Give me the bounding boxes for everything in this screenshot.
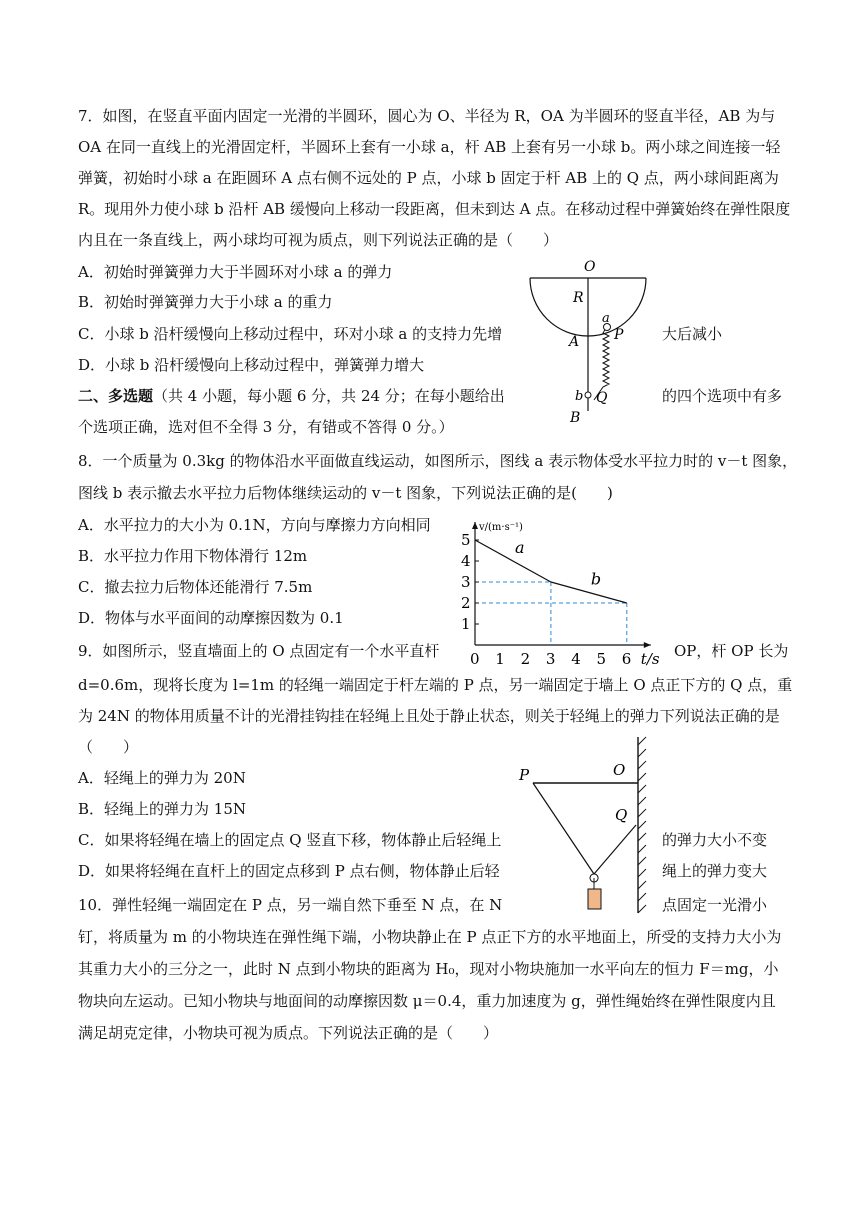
label-b: b <box>575 389 584 404</box>
chart-ticks <box>461 531 631 668</box>
q9-option-c[interactable]: C．如果将轻绳在墙上的固定点 Q 竖直下移，物体静止后轻绳上 <box>78 831 502 849</box>
x-axis-arrow <box>644 642 651 648</box>
label-P: P <box>614 327 624 343</box>
chart-guides <box>475 582 627 645</box>
q7-stem-line: 7．如图，在竖直平面内固定一光滑的半圆环，圆心为 O、半径为 R，OA 为半圆环的竖直半径，AB 为与 <box>78 107 776 125</box>
q10-stem-tail: 点固定一光滑小 <box>662 896 768 914</box>
y-tick-label: 3 <box>461 573 471 591</box>
x-axis-label: t/s <box>640 650 660 668</box>
q8-vt-chart <box>452 508 667 670</box>
series-line-a <box>475 540 551 582</box>
q7-stem-line: R。现用外力使小球 b 沿杆 AB 缓慢向上移动一段距离，但未到达 A 点。在移动过程中弹簧始终在弹性限度 <box>78 200 791 218</box>
label-R: R <box>573 290 584 306</box>
q9-stem-line: 为 24N 的物体用质量不计的光滑挂钩挂在轻绳上且处于静止状态，则关于轻绳上的弹力下列说法正确的是 <box>78 707 780 725</box>
y-tick-label: 4 <box>461 552 471 570</box>
q8-stem-line: 8．一个质量为 0.3kg 的物体沿水平面做直线运动，如图所示，图线 a 表示物体受水平拉力时的 v－t 图象， <box>78 452 798 470</box>
q7-option-b[interactable]: B．初始时弹簧弹力大于小球 a 的重力 <box>78 293 333 311</box>
x-tick-label: 2 <box>520 650 531 668</box>
q7-stem-line: 弹簧，初始时小球 a 在距圆环 A 点右侧不远处的 P 点，小球 b 固定于杆 AB 上的 Q 点，两小球间距离为 <box>78 169 779 187</box>
series-line-b <box>551 582 627 603</box>
label-B: B <box>570 410 581 426</box>
section-2-heading <box>78 385 505 407</box>
q8-stem-line: 图线 b 表示撤去水平拉力后物体继续运动的 v－t 图象，下列说法正确的是( ) <box>78 484 613 502</box>
series-label-a: a <box>514 538 525 557</box>
q9-stem-line: 9．如图所示，竖直墙面上的 O 点固定有一个水平直杆 <box>78 642 440 660</box>
y-tick-label: 1 <box>461 615 471 633</box>
q10-stem-line: 其重力大小的三分之一，此时 N 点到小物块的距离为 H₀，现对小物块施加一水平向左的恒力 F＝mg，小 <box>78 960 779 978</box>
y-tick-label: 5 <box>461 531 471 549</box>
q9-stem-tail: OP，杆 OP 长为 <box>674 642 789 660</box>
q7-option-c-tail: 大后减小 <box>662 325 723 343</box>
q8-option-c[interactable]: C．撤去拉力后物体还能滑行 7.5m <box>78 578 313 596</box>
q8-option-b[interactable]: B．水平拉力作用下物体滑行 12m <box>78 547 308 565</box>
q7-semicircle-figure <box>520 256 660 426</box>
q10-stem-line: 10．弹性轻绳一端固定在 P 点，另一端自然下垂至 N 点，在 N <box>78 896 503 914</box>
x-tick-label: 6 <box>621 650 632 668</box>
y-tick-label: 2 <box>461 594 471 612</box>
q9-option-d-tail: 绳上的弹力变大 <box>662 862 768 880</box>
q9-option-a[interactable]: A．轻绳上的弹力为 20N <box>78 769 246 787</box>
x-tick-label: 1 <box>495 650 505 668</box>
q7-option-d[interactable]: D．小球 b 沿杆缓慢向上移动过程中，弹簧弹力增大 <box>78 356 425 374</box>
q10-stem-line: 物块向左运动。已知小物块与地面间的动摩擦因数 μ＝0.4，重力加速度为 g，弹性绳始终在弹性限度内且 <box>78 992 776 1010</box>
y-axis-arrow <box>472 522 478 529</box>
q10-stem-line: 钉，将质量为 m 的小物块连在弹性绳下端，小物块静止在 P 点正下方的水平地面上，所受的支持力大小为 <box>78 928 782 946</box>
q10-stem-line: 满足胡克定律，小物块可视为质点。下列说法正确的是（ ） <box>78 1024 499 1042</box>
q8-option-a[interactable]: A．水平拉力的大小为 0.1N，方向与摩擦力方向相同 <box>78 516 431 534</box>
q9-stem-line: d=0.6m，现将长度为 l=1m 的轻绳一端固定于杆左端的 P 点，另一端固定于墙上 O 点正下方的 Q 点，重 <box>78 676 793 694</box>
q7-option-a[interactable]: A．初始时弹簧弹力大于半圆环对小球 a 的弹力 <box>78 263 393 281</box>
q8-option-d[interactable]: D．物体与水平面间的动摩擦因数为 0.1 <box>78 609 344 627</box>
label-Q: Q <box>596 390 608 406</box>
section-2-desc-line2: 个选项正确，选对但不全得 3 分，有错或不答得 0 分。） <box>78 418 454 436</box>
q9-option-b[interactable]: B．轻绳上的弹力为 15N <box>78 800 247 818</box>
q7-option-c[interactable]: C．小球 b 沿杆缓慢向上移动过程中，环对小球 a 的支持力先增 <box>78 325 503 343</box>
label-O: O <box>584 259 596 275</box>
chart-series <box>475 538 627 603</box>
x-tick-label: 0 <box>470 650 480 668</box>
q7-stem-line: OA 在同一直线上的光滑固定杆，半圆环上套有一小球 a，杆 AB 上套有另一小球 b。两小球之间连接一轻 <box>78 138 781 156</box>
section-2-title: 二、多选题 <box>78 387 154 405</box>
label-O: O <box>613 761 626 779</box>
x-tick-label: 4 <box>571 650 581 668</box>
q7-stem-line: 内且在一条直线上，两小球均可视为质点，则下列说法正确的是（ ） <box>78 231 559 249</box>
chart-axes <box>472 522 660 668</box>
q9-rope-figure <box>515 735 665 917</box>
x-tick-label: 5 <box>596 650 607 668</box>
x-tick-label: 3 <box>545 650 556 668</box>
q9-option-d[interactable]: D．如果将轻绳在直杆上的固定点移到 P 点右侧，物体静止后轻 <box>78 862 500 880</box>
q9-stem-line: （ ） <box>78 738 139 756</box>
label-a: a <box>602 311 610 326</box>
section-2-desc: （共 4 小题，每小题 6 分，共 24 分；在每小题给出 <box>153 387 505 405</box>
q9-option-c-tail: 的弹力大小不变 <box>662 831 768 849</box>
label-P: P <box>519 766 530 784</box>
label-A: A <box>569 334 580 350</box>
label-Q: Q <box>615 806 628 824</box>
y-axis-label: v/(m·s⁻¹) <box>479 522 523 533</box>
series-label-b: b <box>590 569 602 589</box>
section-2-desc-tail: 的四个选项中有多 <box>662 387 783 405</box>
